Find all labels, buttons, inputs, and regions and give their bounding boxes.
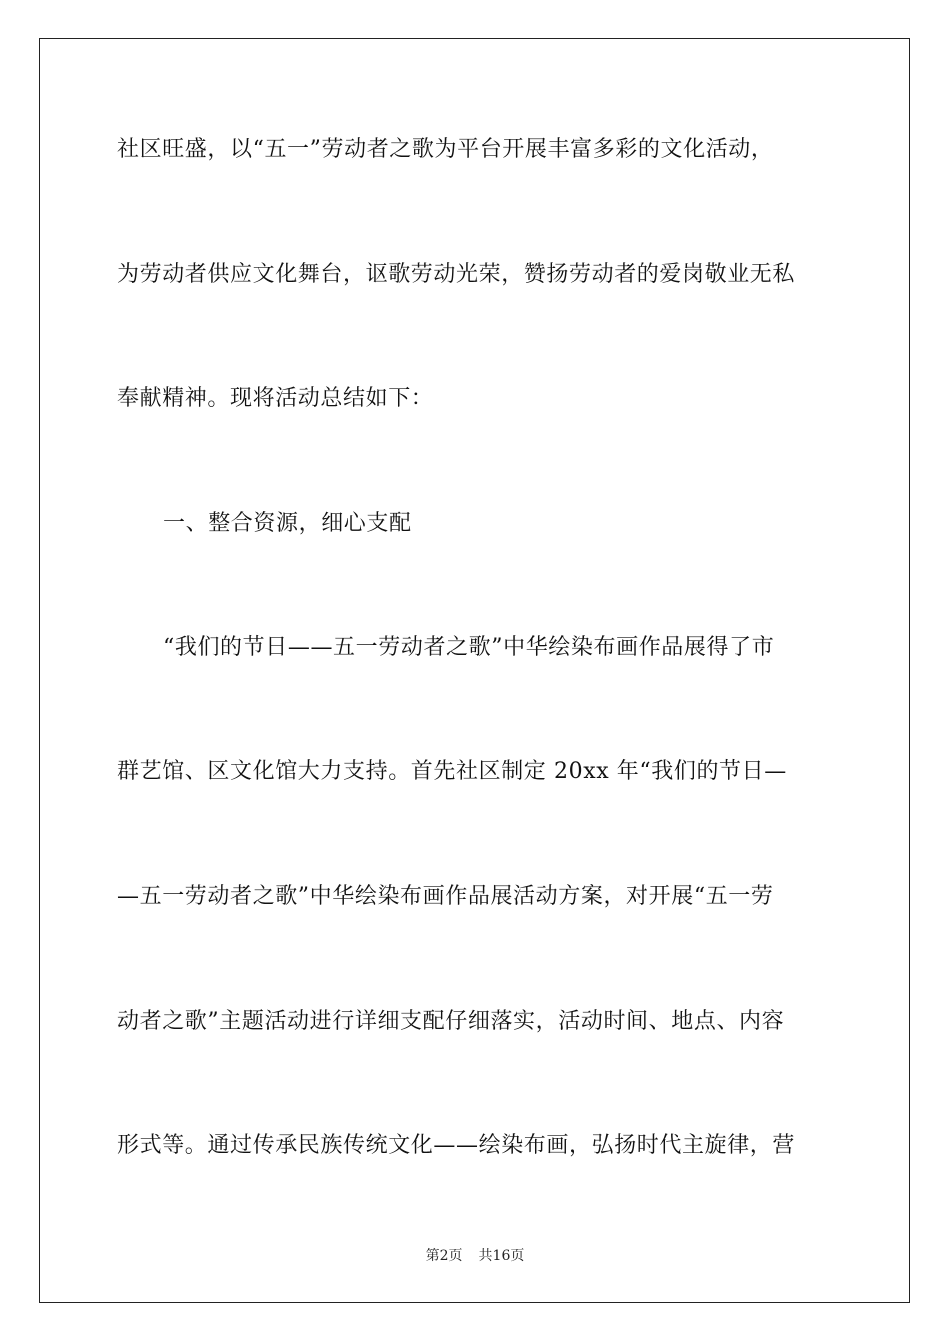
page-border	[39, 38, 910, 1303]
body-text-line: 形式等。通过传承民族传统文化——绘染布画，弘扬时代主旋律，营	[117, 1133, 796, 1158]
section-heading: 一、整合资源，细心支配	[163, 511, 412, 536]
body-text-line: 动者之歌”主题活动进行详细支配仔细落实，活动时间、地点、内容	[117, 1009, 785, 1034]
body-text-line: “我们的节日——五一劳动者之歌”中华绘染布画作品展得了市	[163, 635, 775, 660]
body-text-line: 奉献精神。现将活动总结如下：	[117, 386, 434, 411]
body-text-line: —五一劳动者之歌”中华绘染布画作品展活动方案，对开展“五一劳	[117, 884, 774, 909]
body-text-line: 社区旺盛，以“五一”劳动者之歌为平台开展丰富多彩的文化活动，	[117, 137, 774, 162]
body-text-line: 群艺馆、区文化馆大力支持。首先社区制定 20xx 年“我们的节日—	[117, 759, 787, 784]
body-text-line: 为劳动者供应文化舞台，讴歌劳动光荣，赞扬劳动者的爱岗敬业无私	[117, 262, 796, 287]
page-footer	[0, 1246, 950, 1266]
page-total: 共16页	[478, 1248, 525, 1264]
page-number: 第2页	[425, 1248, 463, 1264]
